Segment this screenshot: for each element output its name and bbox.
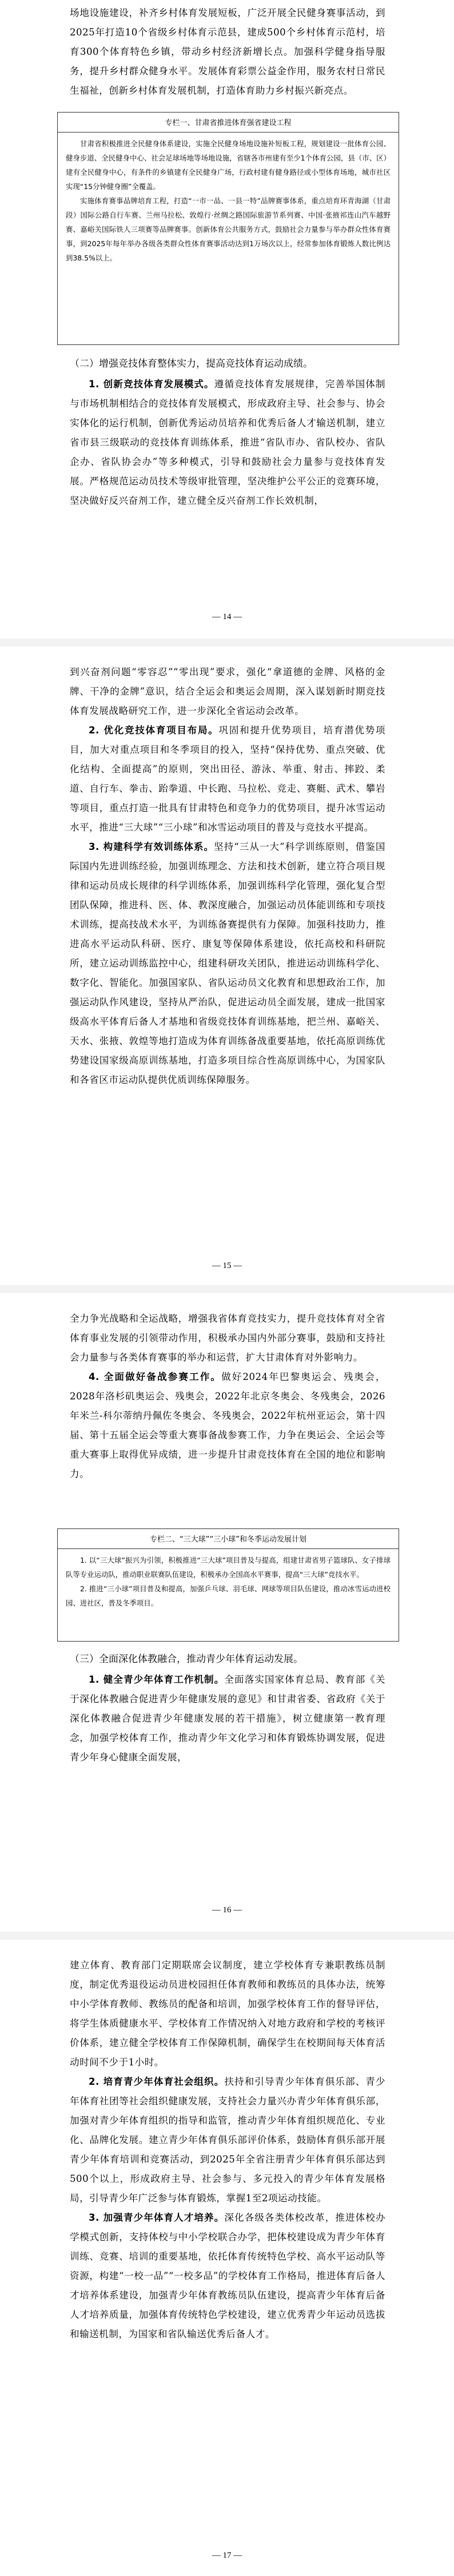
paragraph-text: 扶持和引导青少年体育俱乐部、青少年体育社团等社会组织健康发展，支持社会力量兴办青少年体育俱乐部，加强对青少年体育组织的指导和监管，推动青少年体育组织规范化、专业化、品牌化发展。建立青少年体育俱乐部评价体系，鼓励体育俱乐部开展青少年体育培训和竞赛活动，到2025年全省注册青少年体育俱乐部达到500个以上，形成政府主导、社会参与、多元投入的青少年体育发展格局，引导青少年广泛参与体育锻炼，掌握1至2项运动技能。 xyxy=(70,2076,385,2204)
box-1-paragraph: 甘肃省积极推进全民健身体系建设，实施全民健身场地设施补短板工程，规划建设一批体育公园、健身步道、全民健身中心、社会足球场地等场地设施，省辖各市州建有至少1个体育公园，县（市、区）建有全民健身中心，有条件的乡镇建有全民健身广场，行政村建有健身路径或小型体育场地，城市社区实现“15分钟健身圈”全覆盖。 xyxy=(66,139,391,191)
paragraph-lead: 2. 培育青少年体育社会组织。 xyxy=(89,2076,225,2087)
page-16-body-top xyxy=(70,1309,385,1484)
body-paragraph xyxy=(70,1367,385,1484)
page-14-body xyxy=(70,375,385,511)
paragraph-text: 遵循竞技体育发展规律，完善举国体制与市场机制相结合的竞技体育发展模式，形成政府主导、社会参与、协会实体化的运行机制，创新优秀运动员培养和优秀后备人才输送机制，建立省市县三级联动的竞技体育训练体系，推进“省队市办、省队校办、省队企办、省队协会办”等多种模式，引导和鼓励社会力量参与竞技体育发展。严格规范运动员技术等级审批管理，坚决维护公平公正的竞赛环境，坚决做好反兴奋剂工作，建立健全反兴奋剂工作长效机制， xyxy=(70,379,385,506)
section-heading-2: （二）增强竞技体育整体实力，提高竞技体育运动成绩。 xyxy=(70,358,313,370)
section-heading-3: （三）全面深化体教融合，推动青少年体育运动发展。 xyxy=(70,1654,303,1665)
body-paragraph xyxy=(70,375,385,511)
page-number: — 14 — xyxy=(212,612,242,621)
page-number: — 16 — xyxy=(212,1905,242,1915)
box-2-title: 专栏二、“三大球”“三小球”和冬季运动发展计划 xyxy=(150,1535,306,1544)
page-17 xyxy=(0,1940,454,2576)
sidebar-box-1 xyxy=(57,112,399,345)
page-14 xyxy=(0,0,454,639)
page-17-body xyxy=(70,1956,385,2344)
page-15-body xyxy=(70,663,385,1090)
page-number: — 15 — xyxy=(212,1261,242,1270)
page-gap xyxy=(0,639,454,647)
paragraph-lead: 3. 构建科学有效训练体系。 xyxy=(89,841,214,852)
box-2-divider xyxy=(58,1548,399,1549)
box-2-paragraph: 1. 以“三大球”振兴为引领，积极推进“三大球”项目普及与提高，组建甘肃省男子篮球队、女子排球队等专业运动队，推动职业联赛队伍建设，积极承办全国高水平赛事，提高“三大球”竞技水平。 xyxy=(66,1556,391,1579)
page-gap xyxy=(0,1932,454,1940)
body-paragraph: 全力争光战略和全运战略，增强我省体育竞技实力，提升竞技体育对全省体育事业发展的引领带动作用，积极承办国内外部分赛事，鼓励和支持社会力量参与各类体育赛事的举办和运营，扩大甘肃体育对外影响力。 xyxy=(70,1313,385,1363)
page-16-body-bottom xyxy=(70,1670,385,1767)
page-number: — 17 — xyxy=(212,2551,242,2560)
page-14-intro xyxy=(70,3,385,101)
box-1-paragraph: 实施体育赛事品牌培育工程，打造“一市一品、一县一特”品牌赛事体系，重点培育环青海湖（甘肃段）国际公路自行车赛、兰州马拉松、敦煌行·丝绸之路国际旅游节系列赛、中国·张掖祁连山汽车越野赛、嘉峪关国际铁人三项赛等品牌赛事。创新体育公共服务方式，鼓励社会力量参与举办群众性体育赛事，到2025年每年举办各级各类群众性体育赛事活动达到1万场次以上，经常参加体育锻炼人数比例达到38.5%以上。 xyxy=(66,196,391,262)
paragraph-lead: 2. 优化竞技体育项目布局。 xyxy=(89,725,219,736)
page-15 xyxy=(0,647,454,1285)
sidebar-box-2 xyxy=(57,1528,399,1642)
body-paragraph xyxy=(70,837,385,1090)
body-paragraph xyxy=(70,2072,385,2208)
box-1-divider xyxy=(58,132,399,133)
body-paragraph xyxy=(70,2208,385,2344)
paragraph-lead: 1. 创新竞技体育发展模式。 xyxy=(89,379,214,390)
page-gap xyxy=(0,1285,454,1293)
box-2-body xyxy=(66,1553,391,1610)
paragraph-text: 全面落实国家体育总局、教育部《关于深化体教融合促进青少年健康发展的意见》和甘肃省委、省政府《关于深化体教融合促进青少年健康发展的若干措施》，树立健康第一教育理念，加强学校体育工作，推动青少年文化学习和体育锻炼协调发展，促进青少年身心健康全面发展， xyxy=(70,1674,385,1763)
intro-paragraph: 场地设施建设，补齐乡村体育发展短板，广泛开展全民健身赛事活动，到2025年打造10个省级乡村体育示范县，建成500个乡村体育示范村，培育300个体育特色乡镇，带动乡村经济新增长点。加强科学健身指导服务，提升乡村群众健身水平。发展体育彩票公益金作用，服务农村日常民生福祉，创新乡村体育发展机制，打造体育助力乡村振兴新亮点。 xyxy=(70,7,385,96)
paragraph-lead: 1. 健全青少年体育工作机制。 xyxy=(89,1674,225,1685)
page-16 xyxy=(0,1293,454,1932)
box-1-title: 专栏一、甘肃省推进体育强省建设工程 xyxy=(165,119,292,127)
box-1-body xyxy=(66,137,391,265)
body-paragraph xyxy=(70,1670,385,1767)
paragraph-text: 深化各级各类体校改革，推进体校办学模式创新，支持体校与中小学校联合办学，把体校建设成为青少年体育训练、竞赛、培训的重要基地，依托体育传统特色学校、高水平运动队等资源，构建“一校一品”“一校多品”的学校体育工作格局，推进体育后备人才培养体系建设，加强青少年体育教练员队伍建设，提高青少年体育后备人才培养质量，加强体育传统特色学校建设，建立优秀青少年运动员选拔和输送机制，为国家和省队输送优秀后备人才。 xyxy=(70,2212,385,2340)
body-paragraph: 建立体育、教育部门定期联席会议制度，建立学校体育专兼职教练员制度，制定优秀退役运动员进校园担任体育教师和教练员的具体办法，统筹中小学体育教师、教练员的配备和培训，加强学校体育工作的督导评估，将学生体质健康水平、学校体育工作情况纳入对地方政府和学校的考核评价体系，建立健全学校体育工作保障机制，确保学生在校期间每天体育活动时间不少于1小时。 xyxy=(70,1960,385,2068)
body-paragraph: 到兴奋剂问题“零容忍”“零出现”要求，强化“拿道德的金牌、风格的金牌、干净的金牌”意识，结合全运会和奥运会周期，深入谋划新时期竞技体育发展战略研究工作，进一步深化全省运动会改革。 xyxy=(70,667,385,716)
paragraph-text: 坚持“三从一大”科学训练原则，借鉴国际国内先进训练经验，加强训练理念、方法和技术创新，建立符合项目规律和运动员成长规律的科学训练体系，加强训练科学化管理，强化复合型团队保障，推进科、医、体、教深度融合，加强运动员体能训练和专项技术训练，提高技战术水平，为训练备赛提供有力保障。加强科技助力，推进高水平运动队科研、医疗、康复等保障体系建设，依托高校和科研院所，建立运动训练监控中心，组建科研攻关团队，推进运动训练科学化、数字化、智能化。加强国家队、省队运动员文化教育和思想政治工作，加强运动队作风建设，坚持从严治队，促进运动员全面发展，建成一批国家级高水平体育后备人才基地和省级竞技体育训练基地，把兰州、嘉峪关、天水、张掖、敦煌等地打造成为体育训练备战重要基地，依托高原训练优势建设国家级高原训练基地，打造多项目综合性高原训练中心，为国家队和各省区市运动队提供优质训练保障服务。 xyxy=(70,841,385,1085)
paragraph-lead: 3. 加强青少年体育人才培养。 xyxy=(89,2212,225,2223)
paragraph-lead: 4. 全面做好备战参赛工作。 xyxy=(89,1371,222,1382)
body-paragraph xyxy=(70,721,385,837)
paragraph-text: 做好2024年巴黎奥运会、残奥会，2028年洛杉矶奥运会、残奥会，2022年北京冬奥会、冬残奥会，2026年米兰-科尔蒂纳丹佩佐冬奥会、冬残奥会，2022年杭州亚运会，第十四届、第十五届全运会等重大赛事备战参赛工作，力争在奥运会、全运会等重大赛事上取得优异成绩，进一步提升甘肃竞技体育在全国的地位和影响力。 xyxy=(70,1371,385,1479)
box-2-paragraph: 2. 推进“三小球”项目普及和提高，加强乒乓球、羽毛球、网球等项目队伍建设，推动冰雪运动进校园、进社区，普及冬季项目。 xyxy=(66,1584,391,1607)
paragraph-text: 巩固和提升优势项目，培育潜优势项目，加大对重点项目和冬季项目的投入，坚持“保持优势、重点突破、优化结构、全面提高”的原则，突出田径、游泳、举重、射击、摔跤、柔道、自行车、拳击、跆拳道、中长跑、马拉松、竞走、赛艇、武术、攀岩等项目，重点打造一批具有甘肃特色和竞争力的优势项目，提升冰雪运动水平，推进“三大球”“三小球”和冰雪运动项目的普及与竞技水平提高。 xyxy=(70,725,385,833)
